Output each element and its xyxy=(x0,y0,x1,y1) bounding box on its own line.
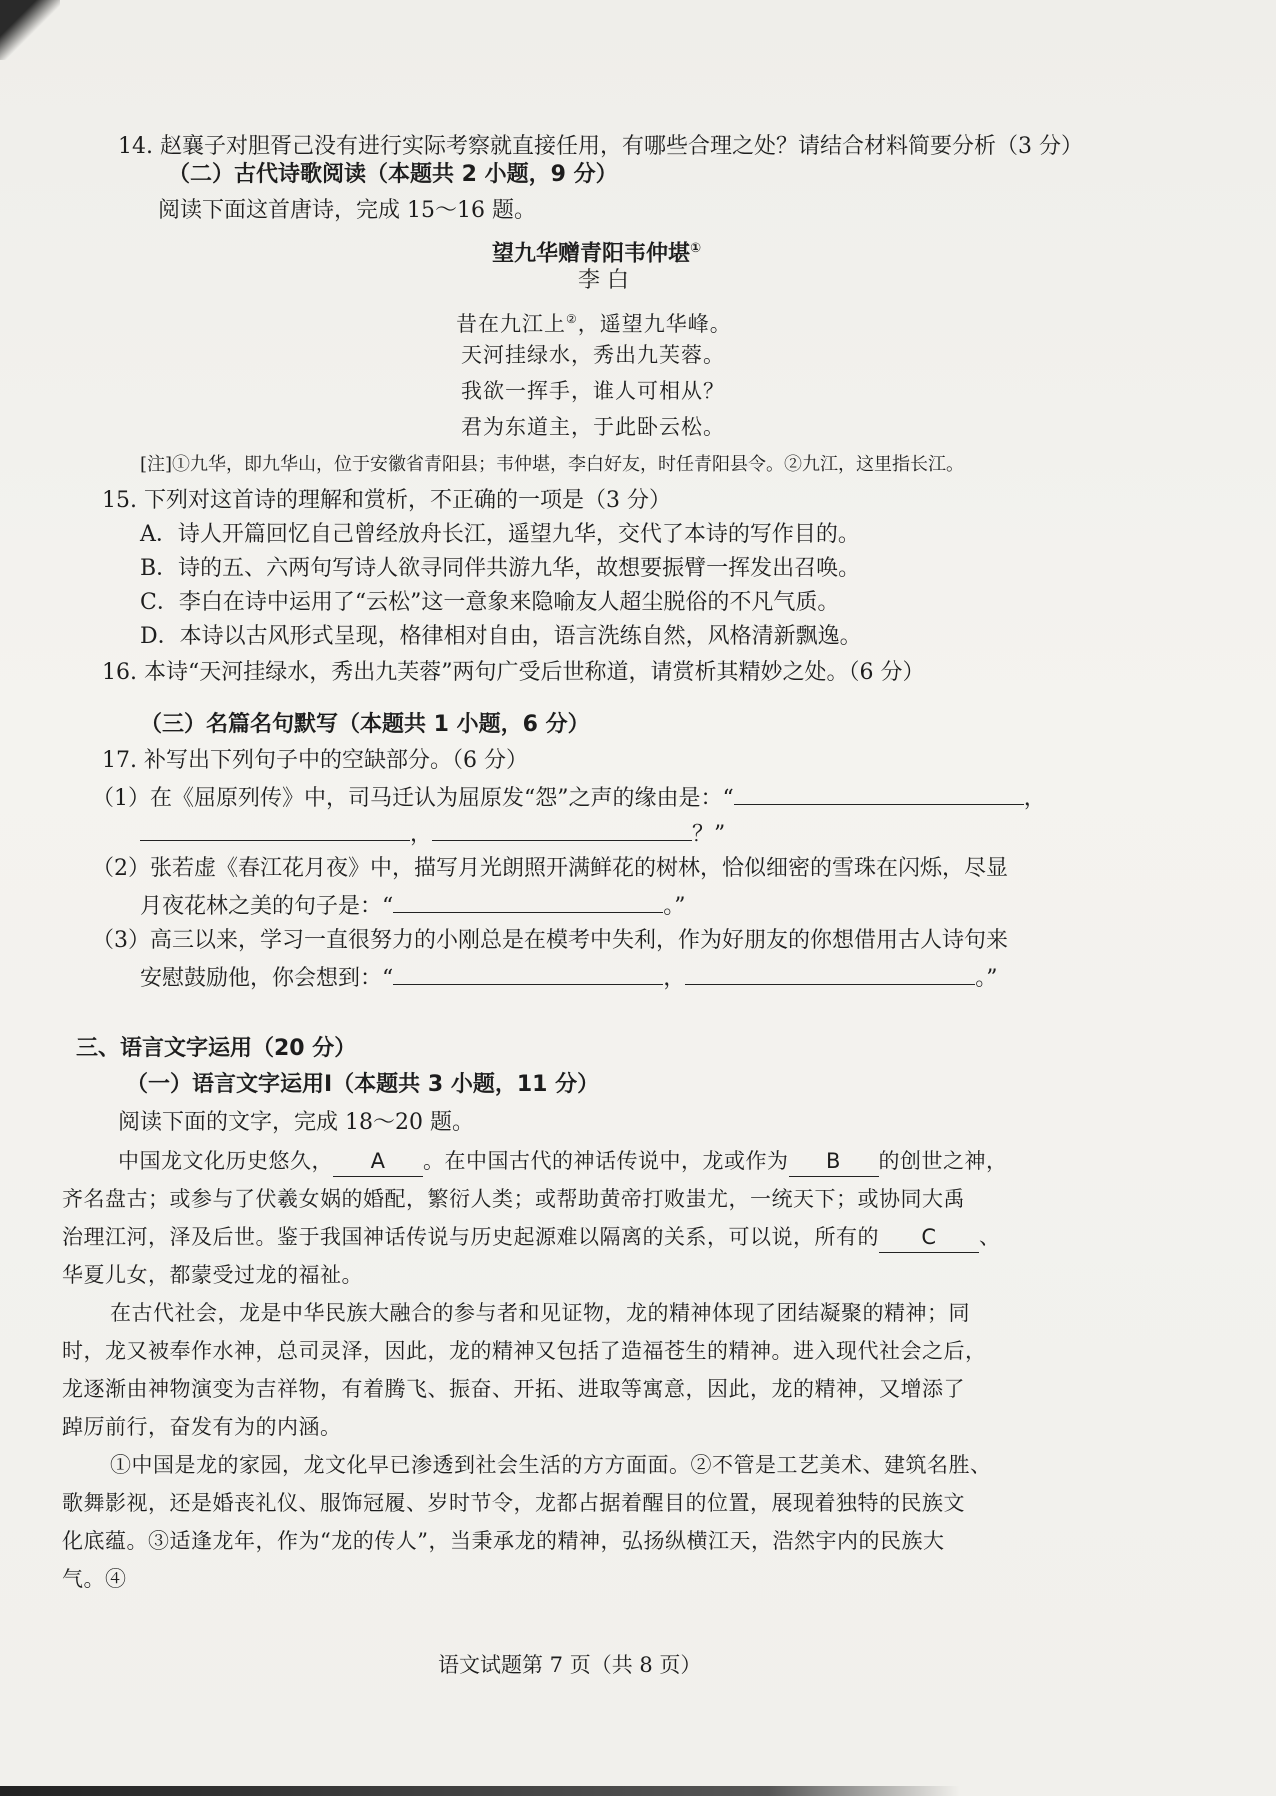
section-intro-poetry: 阅读下面这首唐诗，完成 15～16 题。 xyxy=(158,198,536,223)
punctuation: ， xyxy=(1023,786,1046,811)
passage-text: 中国龙文化历史悠久， xyxy=(118,1149,333,1173)
passage-line-6: 时，龙又被奉作水神，总司灵泽，因此，龙的精神又包括了造福苍生的精神。进入现代社会之后， xyxy=(62,1339,987,1363)
page-footer: 语文试题第 7 页（共 8 页） xyxy=(438,1653,702,1677)
punctuation: ？” xyxy=(692,822,726,847)
passage-text: 。在中国古代的神话传说中，龙或作为 xyxy=(423,1149,789,1173)
option-a: A．诗人开篇回忆自己曾经放舟长江，遥望九华，交代了本诗的写作目的。 xyxy=(140,522,860,547)
question-text: 赵襄子对胆胥己没有进行实际考察就直接任用，有哪些合理之处？请结合材料简要分析（3 分） xyxy=(160,134,1083,159)
question-number: 16. xyxy=(102,660,137,685)
q17-part-3-line-1: （3）高三以来，学习一直很努力的小刚总是在模考中失利，作为好朋友的你想借用古人诗句来 xyxy=(92,928,1009,953)
passage-line-8: 踔厉前行，奋发有为的内涵。 xyxy=(62,1415,342,1439)
punctuation: ， xyxy=(410,822,433,847)
page-corner-shadow xyxy=(0,0,60,60)
poem-title xyxy=(492,234,701,269)
q17-part-1-line-2 xyxy=(140,818,725,850)
passage-line-11: 化底蕴。③适逢龙年，作为“龙的传人”，当秉承龙的精神，弘扬纵横江天，浩然宇内的民族大 xyxy=(62,1529,945,1553)
passage-line-5: 在古代社会，龙是中华民族大融合的参与者和见证物，龙的精神体现了团结凝聚的精神；同 xyxy=(110,1301,970,1325)
option-b: B．诗的五、六两句写诗人欲寻同伴共游九华，故想要振臂一挥发出召唤。 xyxy=(140,556,861,581)
part-title-language-use: 三、语言文字运用（20 分） xyxy=(76,1036,357,1061)
q17-part-3-text: 安慰鼓励他，你会想到：“ xyxy=(140,966,394,991)
question-number: 14. xyxy=(118,134,153,159)
passage-text: 治理江河，泽及后世。鉴于我国神话传说与历史起源难以隔离的关系，可以说，所有的 xyxy=(62,1225,879,1249)
poem-line-1a: 昔在九江上 xyxy=(456,312,566,336)
section-intro-language-use: 阅读下面的文字，完成 18～20 题。 xyxy=(118,1110,474,1135)
option-c: C．李白在诗中运用了“云松”这一意象来隐喻友人超尘脱俗的不凡气质。 xyxy=(140,590,840,615)
question-14 xyxy=(118,132,1083,162)
poem-line-4: 君为东道主，于此卧云松。 xyxy=(461,415,725,439)
section-title-recitation: （三）名篇名句默写（本题共 1 小题，6 分） xyxy=(140,712,590,737)
q17-part-1-line-1 xyxy=(92,782,1046,814)
passage-line-9: ①中国是龙的家园，龙文化早已渗透到社会生活的方方面面。②不管是工艺美术、建筑名胜、 xyxy=(110,1453,992,1477)
poem-note: [注]①九华，即九华山，位于安徽省青阳县；韦仲堪，李白好友，时任青阳县令。②九江，这里指长江。 xyxy=(140,454,965,475)
punctuation: ， xyxy=(663,966,686,991)
answer-blank[interactable] xyxy=(393,962,663,985)
passage-line-12: 气。④ xyxy=(62,1567,127,1591)
q17-part-2-line-2 xyxy=(140,890,686,922)
footnote-mark: ① xyxy=(690,241,702,256)
question-text: 补写出下列句子中的空缺部分。（6 分） xyxy=(144,748,528,773)
question-text: 下列对这首诗的理解和赏析，不正确的一项是（3 分） xyxy=(144,488,671,513)
question-15 xyxy=(102,486,671,516)
question-number: 17. xyxy=(102,748,137,773)
question-17 xyxy=(102,746,528,776)
answer-blank[interactable] xyxy=(685,962,975,985)
q17-part-2-text: 月夜花林之美的句子是：“ xyxy=(140,894,394,919)
poem-line-1b: ，遥望九华峰。 xyxy=(577,312,732,336)
passage-text: 的创世之神， xyxy=(878,1149,1008,1173)
q17-part-2-line-1: （2）张若虚《春江花月夜》中，描写月光朗照开满鲜花的树林，恰似细密的雪珠在闪烁，尽显 xyxy=(92,856,1009,881)
poem-line-3: 我欲一挥手，谁人可相从？ xyxy=(461,379,725,403)
q17-part-3-line-2 xyxy=(140,962,998,994)
section-title-poetry: （二）古代诗歌阅读（本题共 2 小题，9 分） xyxy=(168,162,618,187)
poem-author: 李 白 xyxy=(578,268,629,293)
option-d: D．本诗以古风形式呈现，格律相对自由，语言洗练自然，风格清新飘逸。 xyxy=(140,624,862,649)
answer-blank[interactable] xyxy=(432,818,692,841)
passage-text: 、 xyxy=(979,1225,1001,1249)
blank-a: A xyxy=(333,1146,423,1177)
page-bottom-shadow xyxy=(0,1786,960,1796)
passage-line-2: 齐名盘古；或参与了伏羲女娲的婚配，繁衍人类；或帮助黄帝打败蚩尤，一统天下；或协同大禹 xyxy=(62,1187,965,1211)
answer-blank[interactable] xyxy=(140,818,410,841)
q17-part-1-text: （1）在《屈原列传》中，司马迁认为屈原发“怨”之声的缘由是：“ xyxy=(92,786,734,811)
answer-blank[interactable] xyxy=(393,890,663,913)
passage-line-1 xyxy=(118,1146,1008,1177)
poem-line-1 xyxy=(456,304,732,339)
question-16 xyxy=(102,658,925,688)
answer-blank[interactable] xyxy=(734,782,1024,805)
blank-b: B xyxy=(789,1146,879,1177)
footnote-mark: ② xyxy=(566,312,578,326)
punctuation: 。” xyxy=(975,966,998,991)
passage-line-4: 华夏儿女，都蒙受过龙的福祉。 xyxy=(62,1263,363,1287)
poem-title-text: 望九华赠青阳韦仲堪 xyxy=(492,241,691,267)
question-text: 本诗“天河挂绿水，秀出九芙蓉”两句广受后世称道，请赏析其精妙之处。（6 分） xyxy=(144,660,925,685)
poem-line-2: 天河挂绿水，秀出九芙蓉。 xyxy=(461,343,725,367)
passage-line-10: 歌舞影视，还是婚丧礼仪、服饰冠履、岁时节令，龙都占据着醒目的位置，展现着独特的民族文 xyxy=(62,1491,965,1515)
passage-line-7: 龙逐渐由神物演变为吉祥物，有着腾飞、振奋、开拓、进取等寓意，因此，龙的精神，又增添了 xyxy=(62,1377,965,1401)
blank-c: C xyxy=(879,1222,979,1253)
punctuation: 。” xyxy=(663,894,686,919)
passage-line-3 xyxy=(62,1222,1001,1253)
section-title-language-use-1: （一）语言文字运用Ⅰ（本题共 3 小题，11 分） xyxy=(126,1072,600,1097)
question-number: 15. xyxy=(102,488,137,513)
